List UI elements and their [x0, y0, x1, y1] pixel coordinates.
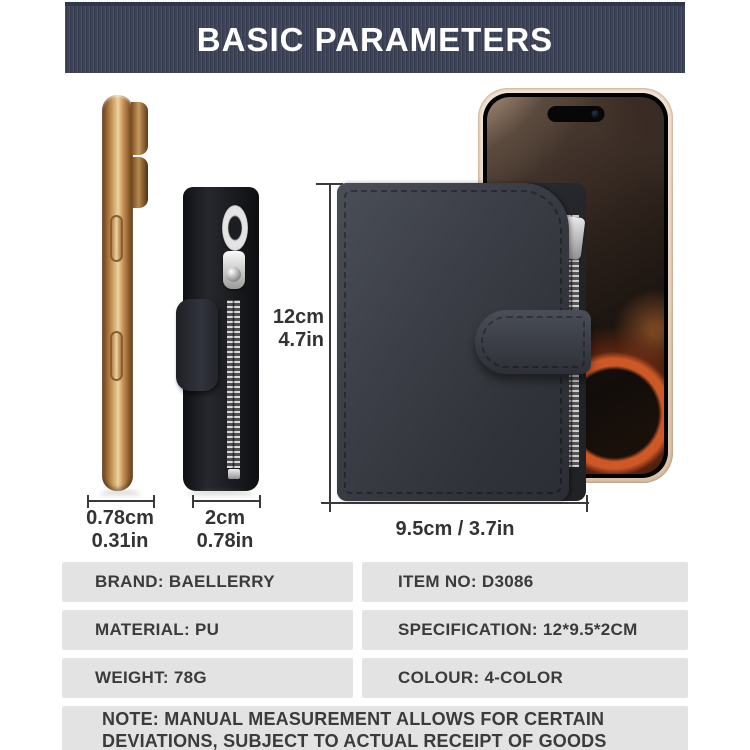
zipper-teeth — [227, 300, 240, 468]
wallet-snap-tab — [176, 299, 218, 391]
table-row — [62, 658, 688, 698]
wallet-thickness-cm: 2cm — [204, 507, 246, 529]
wallet-thickness-in: 0.78in — [196, 530, 254, 552]
wallet-strap-tab — [475, 310, 591, 374]
camera-bump — [131, 102, 148, 208]
width-dimension-label: 9.5cm / 3.7in — [395, 518, 515, 540]
note-line-2: DEVIATIONS, SUBJECT TO ACTUAL RECEIPT OF GOODS — [102, 731, 607, 750]
measurement-note — [62, 706, 688, 750]
spec-cell-weight: WEIGHT: 78G — [62, 658, 353, 698]
phone-side-profile-image — [102, 95, 133, 491]
spec-cell-item-no: ITEM NO: D3086 — [362, 562, 688, 602]
zipper-slider — [223, 251, 245, 289]
table-row — [62, 610, 688, 650]
phone-thickness-in: 0.31in — [91, 530, 149, 552]
spec-cell-material: MATERIAL: PU — [62, 610, 353, 650]
height-in: 4.7in — [278, 329, 324, 351]
height-dimension-label — [262, 306, 324, 352]
note-line-1: NOTE: MANUAL MEASUREMENT ALLOWS FOR CERTAIN — [102, 709, 605, 729]
measure-line-height — [329, 184, 331, 512]
zipper-pull-ring — [222, 205, 248, 251]
height-cm: 12cm — [272, 306, 324, 328]
spec-cell-brand: BRAND: BAELLERRY — [62, 562, 353, 602]
zipper-stop — [228, 469, 240, 479]
spec-table — [62, 562, 688, 750]
banner — [65, 2, 685, 73]
phone-side-button — [110, 331, 123, 381]
wallet-front-image — [337, 183, 586, 501]
phone-thickness-label — [70, 507, 170, 553]
dynamic-island — [547, 106, 604, 122]
table-row — [62, 562, 688, 602]
spec-cell-colour: COLOUR: 4-COLOR — [362, 658, 688, 698]
measure-line-width — [321, 502, 589, 504]
spec-cell-specification: SPECIFICATION: 12*9.5*2CM — [362, 610, 688, 650]
measure-tick-right — [586, 495, 588, 512]
page-title: BASIC PARAMETERS — [196, 20, 554, 58]
phone-side-button — [110, 215, 123, 262]
wallet-side-profile-image — [183, 187, 259, 491]
wallet-thickness-label — [175, 507, 275, 553]
phone-thickness-cm: 0.78cm — [86, 507, 154, 529]
